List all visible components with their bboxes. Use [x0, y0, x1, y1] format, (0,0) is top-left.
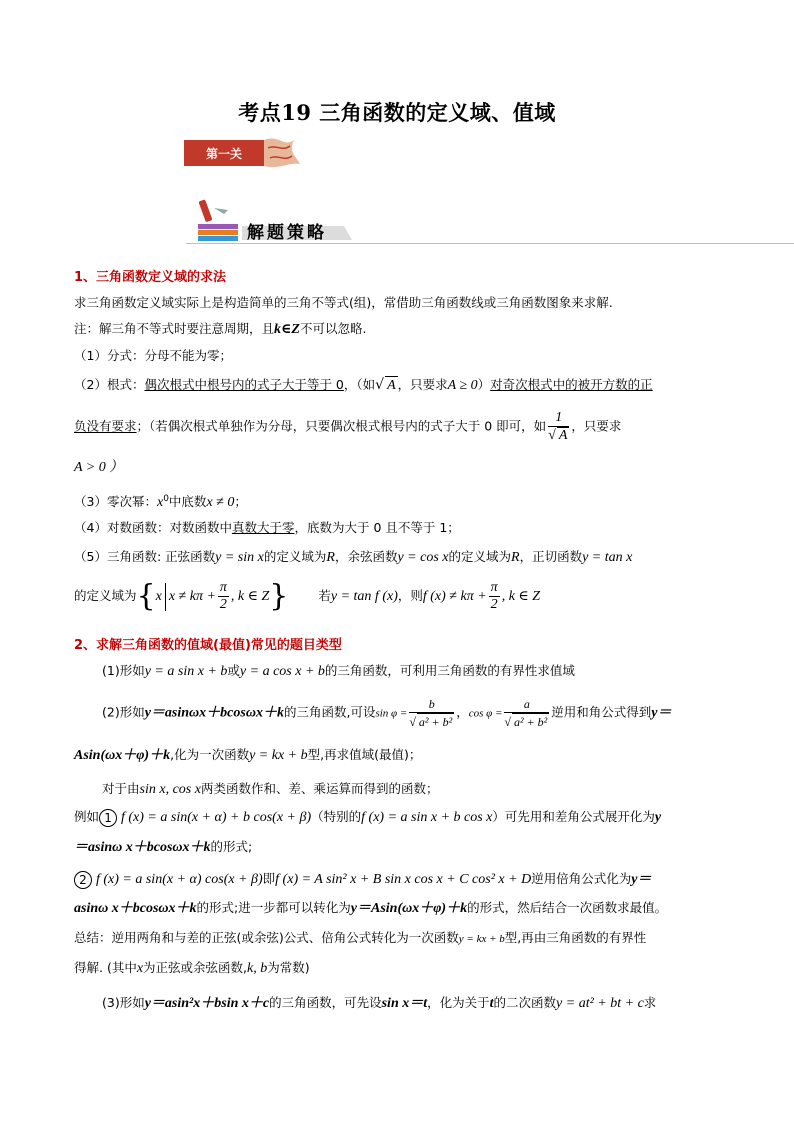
s2-para-9: 总结：逆用两角和与差的正弦(或余弦)公式、倍角公式转化为一次函数y = kx + b型,再由三角函数的有界性: [74, 930, 647, 945]
s2-para-6: ＝asinω x＋bcosωx＋k的形式;: [74, 839, 253, 855]
s1-line-4: （2）根式：偶次根式中根号内的式子大于等于 0，（如√ A ，只要求A ≥ 0）对奇次根式中的被开方数的正: [74, 377, 653, 393]
s2-para-3: Asin(ωx＋φ)＋k,化为一次函数y = kx + b型,再求值域(最值)；: [74, 747, 422, 763]
s2-para-4: 对于由sin x, cos x两类函数作和、差、乘运算而得到的函数；: [102, 781, 439, 797]
s1-line-10: 的定义域为{x x ≠ kπ + $\frac{\pi}{2}$ , k ∈ Z} 若y = tan f (x)，则f (x) ≠ kπ + $\frac{\pi}{2}$ , k ∈ Z: [74, 578, 541, 614]
page-title: 考点19 三角函数的定义域、值域: [238, 100, 556, 125]
section-2-heading: 2、求解三角函数的值域(最值)常见的题目类型: [74, 638, 342, 653]
s2-para-1: (1)形如y = a sin x + b或y = a cos x + b的三角函数，可利用三角函数的有界性求值域: [102, 663, 575, 679]
s1-line-6: A > 0 ）: [74, 460, 124, 475]
strategy-label: 解题策略: [247, 223, 327, 243]
s2-para-11: (3)形如y＝asin²x＋bsin x＋c的三角函数，可先设sin x＝t，化为关于t的二次函数y = at² + bt + c求: [102, 995, 657, 1011]
s1-line-5: 负没有要求；（若偶次根式单独作为分母，只要偶次根式根号内的式子大于 0 即可，如 $\frac{1}{√ A}$ ，只要求: [74, 410, 622, 443]
s1-line-1: 求三角函数定义域实际上是构造简单的三角不等式(组)，常借助三角函数线或三角函数图象来求解.: [74, 295, 613, 310]
s1-line-7: （3）零次幂：$x^0$中底数x ≠ 0；: [74, 494, 247, 511]
s2-para-10: 得解. (其中x为正弦或余弦函数,k, b为常数): [74, 960, 310, 976]
s2-para-8: asinω x＋bcosωx＋k的形式;进一步都可以转化为y＝Asin(ωx＋φ)＋k的形式，然后结合一次函数求最值。: [74, 900, 668, 916]
s1-line-9: （5）三角函数: 正弦函数y = sin x的定义域为R，余弦函数y = cos x的定义域为R，正切函数y = tan x: [74, 549, 633, 565]
level-ribbon-badge: [184, 134, 302, 172]
s2-para-5: 例如 1 f (x) = a sin(x + α) + b cos(x + β)（特别的f (x) = a sin x + b cos x）可先用和差角公式展开化为y: [74, 809, 662, 825]
header-divider: [186, 243, 794, 244]
s2-para-7: 2 f (x) = a sin(x + α) cos(x + β)即f (x) = A sin² x + B sin x cos x + C cos² x + D逆用倍角公式化为y＝: [74, 870, 651, 889]
s1-line-2: 注：解三角不等式时要注意周期，且k∈Z不可以忽略.: [74, 321, 367, 337]
ribbon-label: 第一关: [206, 147, 243, 161]
s1-line-3: （1）分式：分母不能为零；: [74, 348, 232, 363]
section-1-heading: 1、三角函数定义域的求法: [74, 270, 227, 285]
s1-line-8: （4）对数函数：对数函数中真数大于零，底数为大于 0 且不等于 1；: [74, 520, 460, 535]
s2-para-2: (2)形如y＝asinωx＋bcosωx＋k的三角函数,可设sin φ = $\frac{b}{\text{√ a² + b²}}$ ，cos φ = $\frac{a}{\text{√ a² + b²}}$ 逆用和角公式得到y＝: [102, 697, 672, 729]
